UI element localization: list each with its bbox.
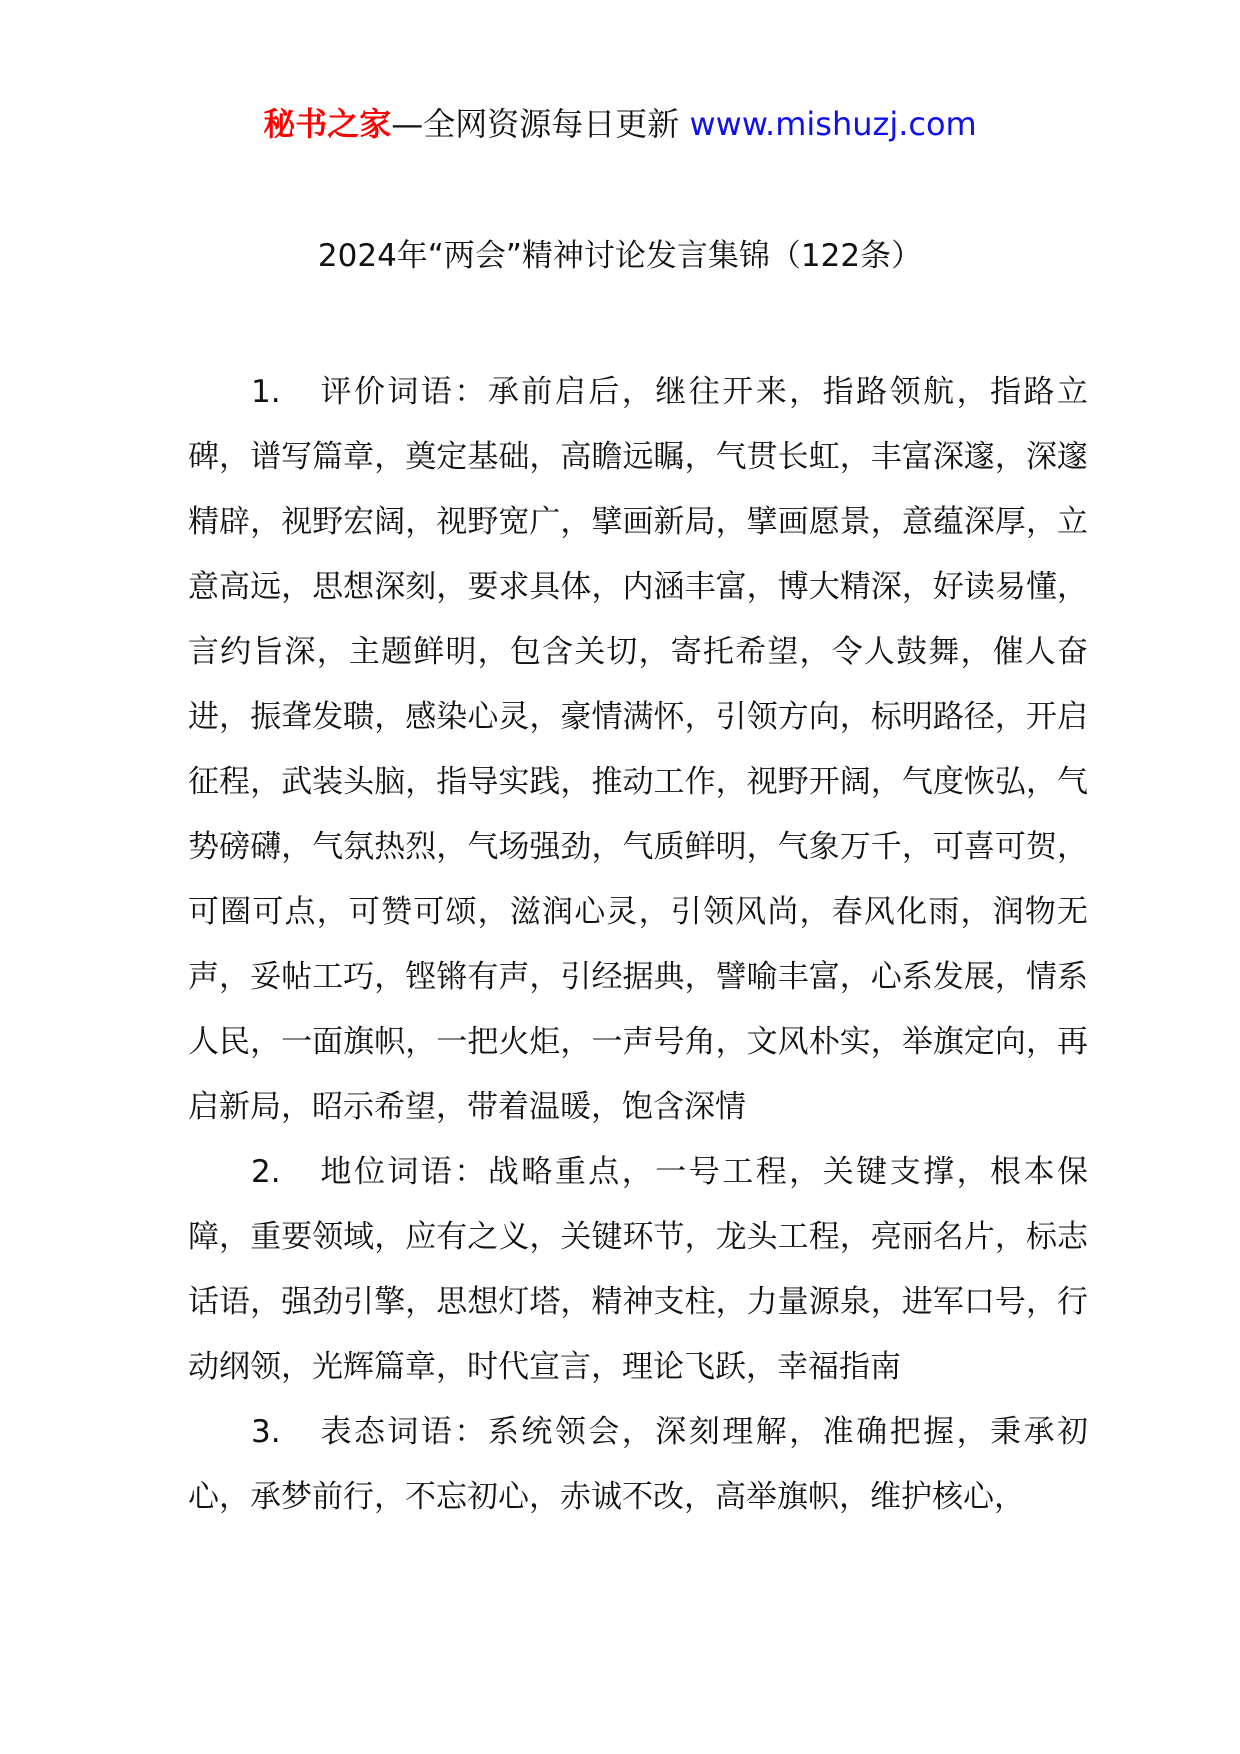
list-item xyxy=(188,1400,1088,1530)
item-number: 3. xyxy=(251,1414,281,1450)
item-text: 评价词语：承前启后，继往开来，指路领航，指路立碑，谱写篇章，奠定基础，高瞻远瞩，气贯长虹，丰富深邃，深邃精辟，视野宏阔，视野宽广，擘画新局，擘画愿景，意蕴深厚，立意高远，思想深刻，要求具体，内涵丰富，博大精深，好读易懂，言约旨深，主题鲜明，包含关切，寄托希望，令人鼓舞，催人奋进，振聋发聩，感染心灵，豪情满怀，引领方向，标明路径，开启征程，武装头脑，指导实践，推动工作，视野开阔，气度恢弘，气势磅礴，气氛热烈，气场强劲，气质鲜明，气象万千，可喜可贺，可圈可点，可赞可颂，滋润心灵，引领风尚，春风化雨，润物无声，妥帖工巧，铿锵有声，引经据典，譬喻丰富，心系发展，情系人民，一面旗帜，一把火炬，一声号角，文风朴实，举旗定向，再启新局，昭示希望，带着温暖，饱含深情 xyxy=(188,374,1088,1125)
item-number: 2. xyxy=(251,1154,281,1190)
item-number: 1. xyxy=(251,374,281,410)
item-text: 地位词语：战略重点，一号工程，关键支撑，根本保障，重要领域，应有之义，关键环节，龙头工程，亮丽名片，标志话语，强劲引擎，思想灯塔，精神支柱，力量源泉，进军口号，行动纲领，光辉篇章，时代宣言，理论飞跃，幸福指南 xyxy=(188,1154,1088,1385)
site-header xyxy=(0,100,1240,148)
list-item xyxy=(188,360,1088,1140)
document-body xyxy=(188,360,1088,1530)
list-item xyxy=(188,1140,1088,1400)
document-title: 2024年“两会”精神讨论发言集锦（122条） xyxy=(317,238,923,274)
brand-name: 秘书之家 xyxy=(263,105,392,143)
site-url-link[interactable]: www.mishuzj.com xyxy=(689,105,977,143)
item-text: 表态词语：系统领会，深刻理解，准确把握，秉承初心，承梦前行，不忘初心，赤诚不改，高举旗帜，维护核心， xyxy=(188,1414,1088,1515)
header-tagline: —全网资源每日更新 xyxy=(391,105,690,143)
